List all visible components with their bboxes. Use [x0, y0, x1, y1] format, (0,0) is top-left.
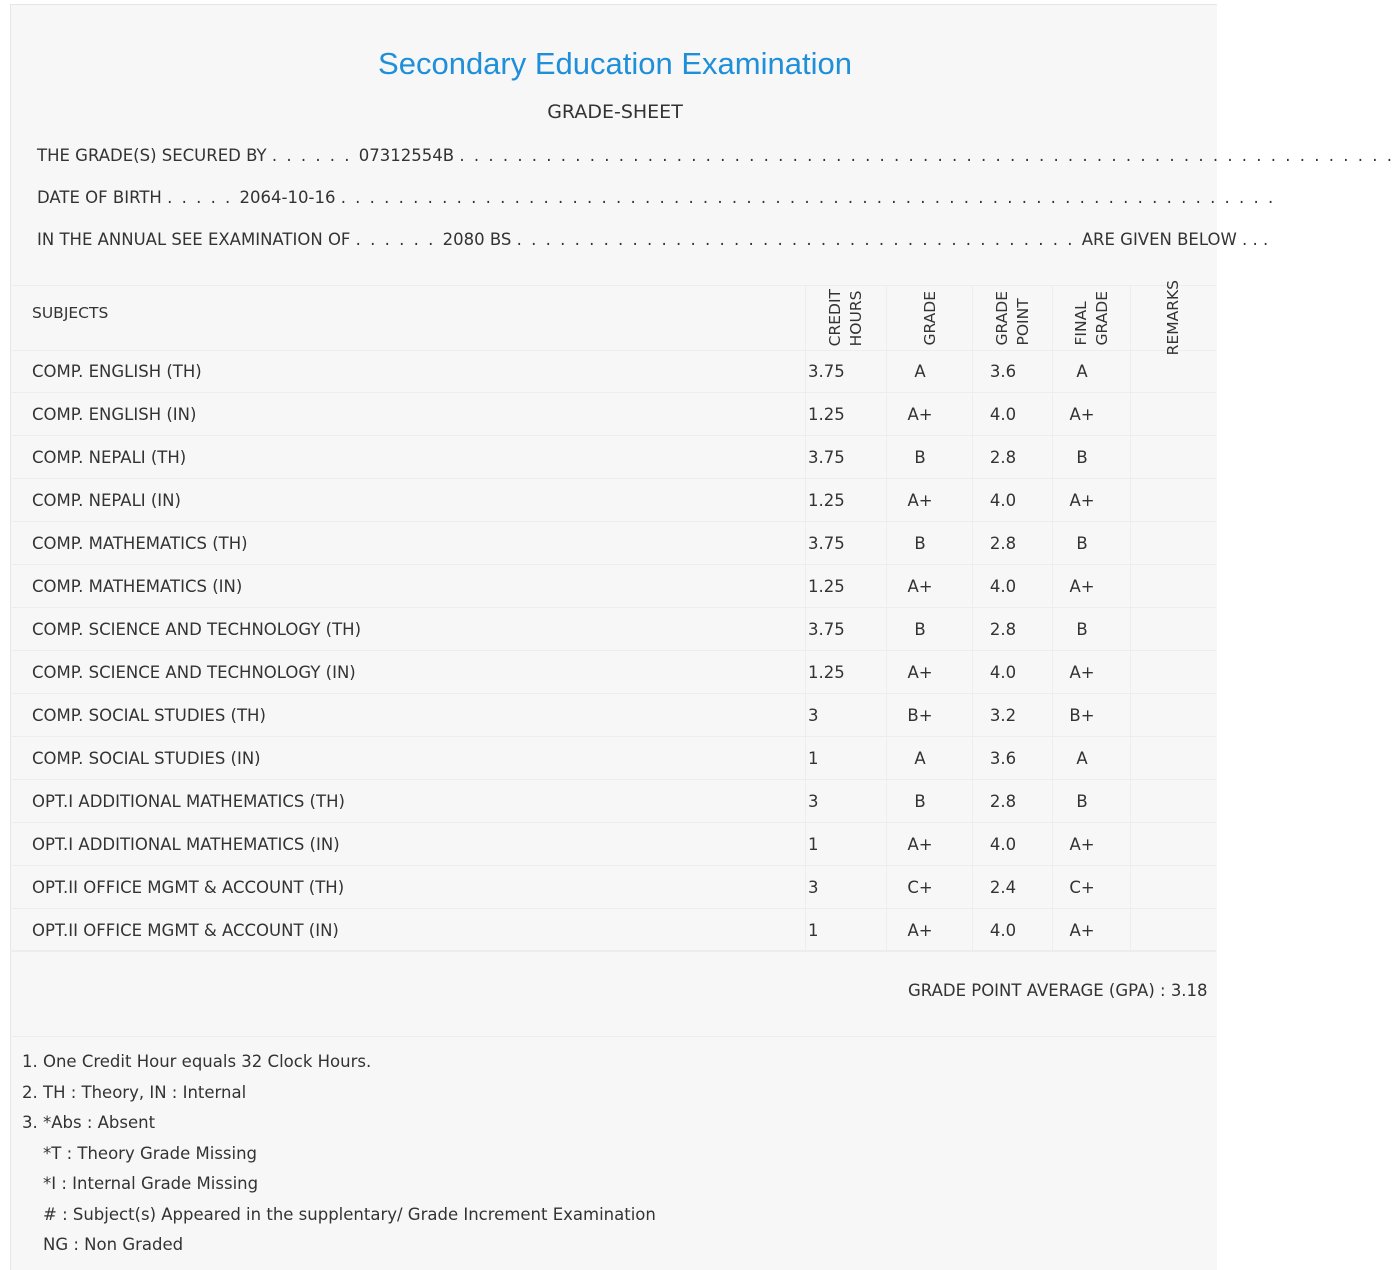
subject-cell: OPT.II OFFICE MGMT & ACCOUNT (TH) — [32, 878, 345, 897]
header-grade-cell — [887, 285, 973, 351]
grade-cell: A+ — [907, 577, 933, 596]
final-grade-cell: A+ — [1069, 663, 1095, 682]
header-grade-point: GRADE POINT — [993, 290, 1032, 346]
grade-cell: A+ — [907, 491, 933, 510]
grade-point-cell: 2.8 — [989, 448, 1017, 467]
gpa-value: 3.18 — [1170, 981, 1208, 1000]
final-grade-cell: A+ — [1069, 491, 1095, 510]
table-row — [0, 393, 1216, 436]
subject-cell: COMP. NEPALI (IN) — [32, 491, 181, 510]
header-grade: GRADE — [920, 290, 939, 346]
table-row — [0, 479, 1216, 522]
grade-point-cell: 3.6 — [989, 362, 1017, 381]
note-item: 2. TH : Theory, IN : Internal — [22, 1082, 247, 1102]
credit-hours-cell: 3 — [808, 792, 819, 811]
note-item: # : Subject(s) Appeared in the supplentary/ Grade Increment Examination — [43, 1204, 656, 1224]
credit-hours-cell: 3 — [808, 878, 819, 897]
credit-hours-cell: 1.25 — [808, 491, 845, 510]
subject-cell: OPT.I ADDITIONAL MATHEMATICS (TH) — [32, 792, 345, 811]
grade-point-cell: 4.0 — [989, 491, 1017, 510]
grade-cell: B — [914, 792, 926, 811]
credit-hours-cell: 1 — [808, 835, 819, 854]
grades-table-body — [0, 350, 1216, 952]
final-grade-cell: C+ — [1069, 878, 1095, 897]
final-grade-cell: B — [1076, 534, 1088, 553]
table-row — [0, 350, 1216, 393]
subject-cell: OPT.II OFFICE MGMT & ACCOUNT (IN) — [32, 921, 339, 940]
credit-hours-cell: 3.75 — [808, 534, 845, 553]
final-grade-cell: B — [1076, 620, 1088, 639]
grade-point-cell: 4.0 — [989, 921, 1017, 940]
grade-cell: A+ — [907, 921, 933, 940]
header-credit-hours: CREDIT HOURS — [826, 289, 865, 347]
grade-point-cell: 4.0 — [989, 663, 1017, 682]
grade-cell: A+ — [907, 405, 933, 424]
header-subjects: SUBJECTS — [32, 304, 109, 322]
final-grade-cell: B — [1076, 792, 1088, 811]
table-row — [0, 651, 1216, 694]
grade-cell: A — [914, 749, 926, 768]
credit-hours-cell: 1 — [808, 749, 819, 768]
exam-value: 2080 BS — [442, 230, 512, 249]
table-row — [0, 823, 1216, 866]
notes-list — [22, 1047, 656, 1261]
subject-cell: COMP. ENGLISH (TH) — [32, 362, 202, 381]
gpa-line — [908, 981, 1208, 1000]
final-grade-cell: A — [1076, 749, 1088, 768]
grade-point-cell: 4.0 — [989, 577, 1017, 596]
credit-hours-cell: 3.75 — [808, 362, 845, 381]
final-grade-cell: A+ — [1069, 921, 1095, 940]
final-grade-cell: B — [1076, 448, 1088, 467]
dob-value: 2064-10-16 — [239, 188, 336, 207]
credit-hours-cell: 3 — [808, 706, 819, 725]
grade-point-cell: 2.4 — [989, 878, 1017, 897]
credit-hours-cell: 3.75 — [808, 448, 845, 467]
grade-cell: B — [914, 620, 926, 639]
subject-cell: COMP. NEPALI (TH) — [32, 448, 187, 467]
note-item: *T : Theory Grade Missing — [43, 1143, 258, 1163]
final-grade-cell: A — [1076, 362, 1088, 381]
note-item: *I : Internal Grade Missing — [43, 1174, 259, 1193]
table-row — [0, 909, 1216, 952]
grade-cell: A+ — [907, 663, 933, 682]
header-remarks-cell — [1131, 277, 1216, 359]
grade-cell: C+ — [907, 878, 933, 897]
dob-label: DATE OF BIRTH — [37, 188, 162, 207]
grade-point-cell: 2.8 — [989, 620, 1017, 639]
grade-point-cell: 2.8 — [989, 792, 1017, 811]
grade-cell: A — [914, 362, 926, 381]
grade-point-cell: 3.6 — [989, 749, 1017, 768]
final-grade-cell: A+ — [1069, 835, 1095, 854]
subject-cell: COMP. SCIENCE AND TECHNOLOGY (IN) — [32, 663, 356, 682]
final-grade-cell: A+ — [1069, 405, 1095, 424]
credit-hours-cell: 1 — [808, 921, 819, 940]
grade-point-cell: 3.2 — [989, 706, 1017, 725]
final-grade-cell: B+ — [1069, 706, 1095, 725]
exam-line: IN THE ANNUAL SEE EXAMINATION OF . . . . . . 2080 BS . . . . . . . . . . . . . . . . . . . . . . . . . . . . . . . . . . . . . . . ARE GIVEN BELOW . . . — [37, 230, 1269, 249]
table-row — [0, 565, 1216, 608]
credit-hours-cell: 1.25 — [808, 663, 845, 682]
grade-cell: A+ — [907, 835, 933, 854]
note-item: 1. One Credit Hour equals 32 Clock Hours. — [22, 1052, 372, 1071]
exam-label: IN THE ANNUAL SEE EXAMINATION OF — [37, 230, 351, 249]
credit-hours-cell: 3.75 — [808, 620, 845, 639]
table-row — [0, 694, 1216, 737]
dob-line: DATE OF BIRTH . . . . . 2064-10-16 . . . . . . . . . . . . . . . . . . . . . . . . . . . . . . . . . . . . . . . . . . . . . . . . . . . . . . . . . . . . . . . . . — [37, 188, 1276, 207]
secured-by-label: THE GRADE(S) SECURED BY — [37, 146, 267, 165]
subject-cell: COMP. MATHEMATICS (TH) — [32, 534, 248, 553]
header-credit-hours-cell — [806, 285, 886, 351]
credit-hours-cell: 1.25 — [808, 405, 845, 424]
subject-cell: COMP. ENGLISH (IN) — [32, 405, 197, 424]
header-grade-point-cell — [973, 285, 1053, 351]
gpa-label: GRADE POINT AVERAGE (GPA) : — [908, 981, 1166, 1000]
header-remarks: REMARKS — [1164, 280, 1182, 356]
subject-cell: COMP. MATHEMATICS (IN) — [32, 577, 243, 596]
subject-cell: COMP. SCIENCE AND TECHNOLOGY (TH) — [32, 620, 362, 639]
final-grade-cell: A+ — [1069, 577, 1095, 596]
header-final-grade: FINAL GRADE — [1072, 290, 1111, 346]
table-row — [0, 866, 1216, 909]
row-divider — [10, 951, 1216, 952]
subject-cell: OPT.I ADDITIONAL MATHEMATICS (IN) — [32, 835, 340, 854]
subject-cell: COMP. SOCIAL STUDIES (IN) — [32, 749, 261, 768]
grade-cell: B — [914, 448, 926, 467]
subject-cell: COMP. SOCIAL STUDIES (TH) — [32, 706, 266, 725]
table-row — [0, 522, 1216, 565]
page-subtitle: GRADE-SHEET — [547, 101, 683, 123]
table-row — [0, 737, 1216, 780]
grade-cell: B+ — [907, 706, 933, 725]
symbol-number: 07312554B — [358, 146, 455, 165]
notes-divider — [10, 1036, 1216, 1037]
credit-hours-cell: 1.25 — [808, 577, 845, 596]
note-item: NG : Non Graded — [43, 1235, 184, 1254]
grade-point-cell: 2.8 — [989, 534, 1017, 553]
table-row — [0, 436, 1216, 479]
note-item: 3. *Abs : Absent — [22, 1113, 156, 1132]
grade-point-cell: 4.0 — [989, 835, 1017, 854]
header-final-grade-cell — [1053, 285, 1131, 351]
table-row — [0, 780, 1216, 823]
grade-cell: B — [914, 534, 926, 553]
secured-by-line: THE GRADE(S) SECURED BY . . . . . . 07312554B . . . . . . . . . . . . . . . . . . . . . . . . . . . . . . . . . . . . . . . . . . . . . . . . . . . . . . . . . . . . . . . . . — [37, 146, 1394, 165]
table-row — [0, 608, 1216, 651]
grade-point-cell: 4.0 — [989, 405, 1017, 424]
exam-suffix: ARE GIVEN BELOW . . . — [1081, 230, 1269, 249]
page-title: Secondary Education Examination — [378, 46, 852, 81]
table-bottom-border — [10, 950, 1216, 951]
